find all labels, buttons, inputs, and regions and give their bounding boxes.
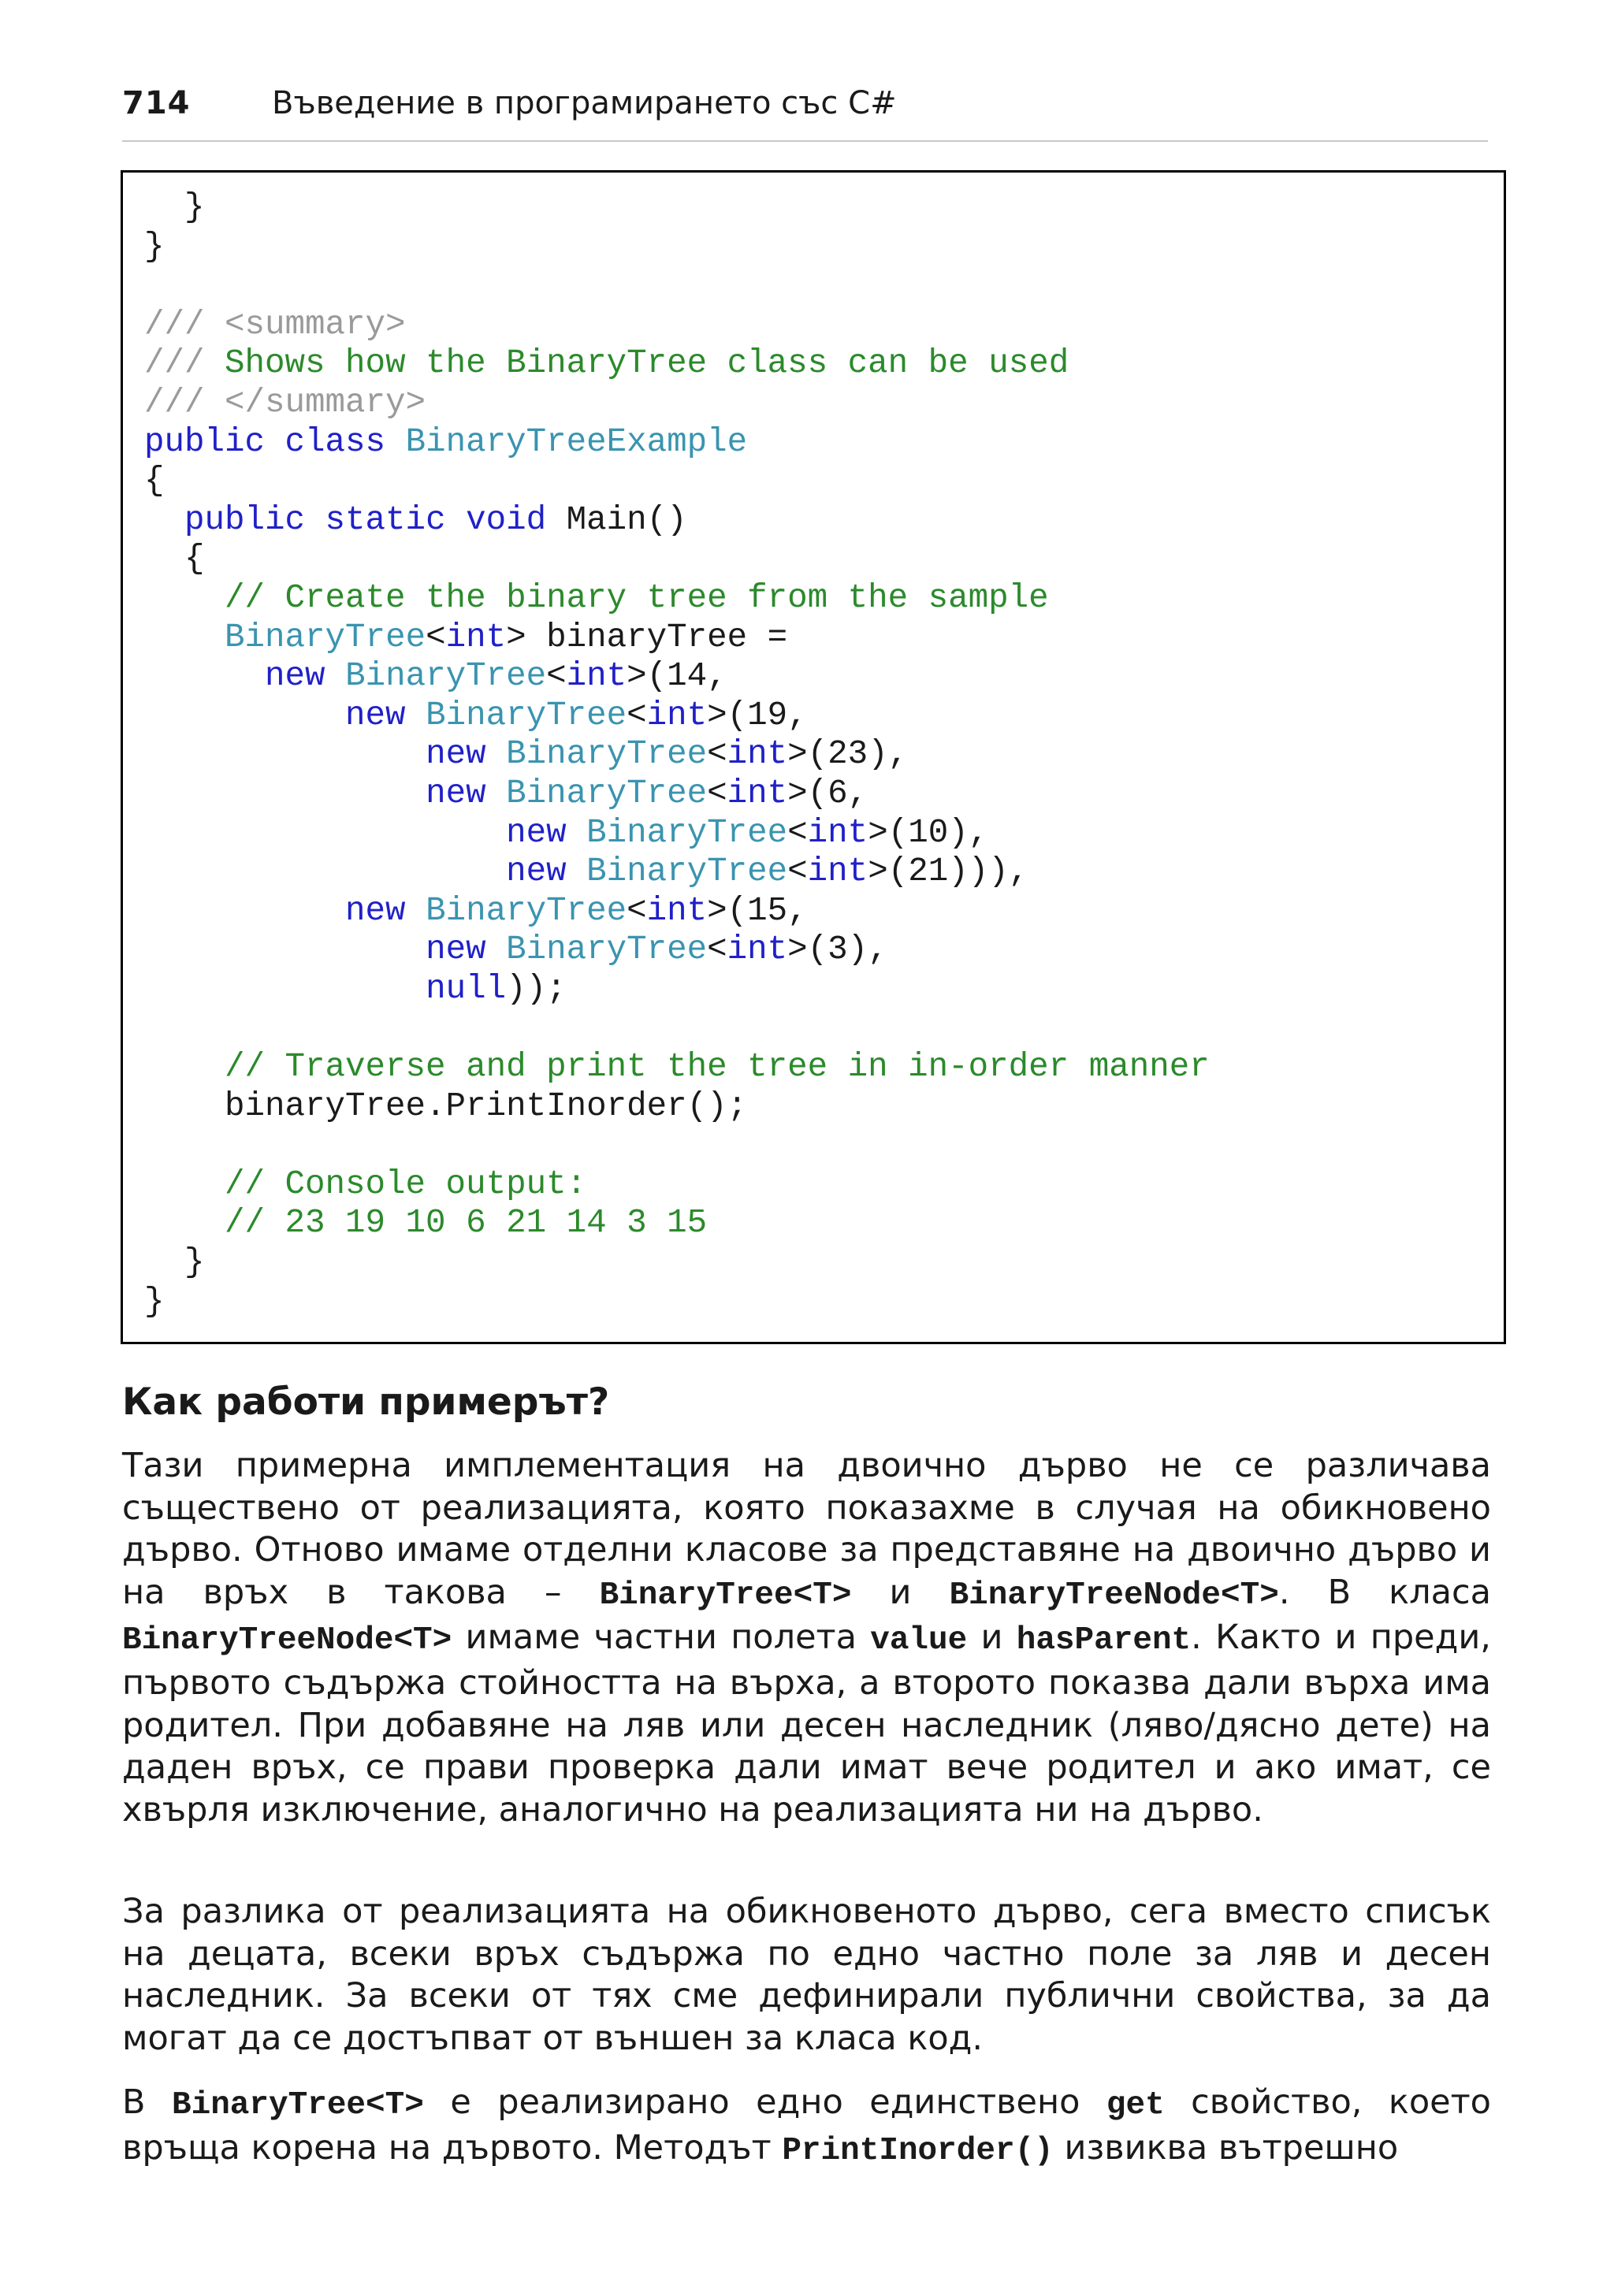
paragraph-text: За разлика от реализацията на обикновеното дърво, сега вместо списък на децата, всеки връх съдържа по едно частно поле за ляв и десен наследник. За всеки от тях сме дефинирали публични свойства, за да могат да се достъпват от външен за класа код. xyxy=(122,1892,1491,2058)
code-line xyxy=(144,892,1210,931)
code-line xyxy=(144,1126,1210,1165)
code-token: < xyxy=(426,618,446,656)
code-line xyxy=(144,775,1210,814)
code-token: >(21))), xyxy=(868,853,1029,891)
code-line xyxy=(144,970,1210,1009)
code-token: < xyxy=(546,657,567,696)
code-line xyxy=(144,501,1210,541)
code-token xyxy=(144,814,506,852)
code-token: int xyxy=(727,735,788,774)
code-token: // Traverse and print the tree in in-order manner xyxy=(144,1048,1210,1087)
code-token xyxy=(144,853,506,890)
code-line xyxy=(144,1243,1210,1283)
paragraph-text: и xyxy=(851,1572,950,1612)
code-token: >(10), xyxy=(868,813,989,852)
code-token: BinaryTree xyxy=(506,735,708,774)
code-line xyxy=(144,228,1210,267)
code-token: /// xyxy=(144,344,225,383)
paragraph-text: извиква вътрешно xyxy=(1053,2127,1399,2168)
code-token xyxy=(144,735,426,773)
code-token: >(23), xyxy=(787,735,909,774)
paragraph-text: свойство, което връща корена на дървото. Методът xyxy=(122,2082,1491,2168)
code-line xyxy=(144,814,1210,853)
code-token: int xyxy=(727,931,788,969)
code-token: Main() xyxy=(566,500,687,539)
code-token: < xyxy=(707,931,727,969)
code-line xyxy=(144,1283,1210,1322)
code-token: < xyxy=(787,813,808,852)
code-token: >(14, xyxy=(627,657,727,696)
code-token: new xyxy=(506,853,587,891)
code-token: BinaryTree xyxy=(586,853,788,891)
code-line xyxy=(144,344,1210,384)
code-token: )); xyxy=(506,969,567,1008)
inline-code: BinaryTreeNode<T> xyxy=(122,1622,452,1659)
paragraph-text: е реализирано едно единствено xyxy=(423,2082,1106,2122)
code-line xyxy=(144,462,1210,501)
code-line xyxy=(144,853,1210,892)
code-token: BinaryTree xyxy=(586,813,788,852)
code-line xyxy=(144,931,1210,970)
code-token: // Console output: xyxy=(144,1165,587,1203)
code-token: BinaryTree xyxy=(426,696,627,734)
code-token: < xyxy=(627,696,647,734)
code-token: binaryTree.PrintInorder(); xyxy=(144,1087,748,1125)
paragraph-text: В xyxy=(122,2082,172,2122)
book-title: Въведение в програмирането със C# xyxy=(272,85,897,121)
inline-code: get xyxy=(1106,2087,1165,2123)
code-token xyxy=(144,931,426,968)
inline-code: BinaryTree<T> xyxy=(599,1577,852,1614)
code-line xyxy=(144,1204,1210,1243)
page-number: 714 xyxy=(122,85,191,121)
code-token: new xyxy=(265,657,346,696)
code-token: new xyxy=(506,813,587,852)
code-token xyxy=(144,501,184,539)
code-token: > binaryTree = xyxy=(506,618,788,656)
code-token: >(3), xyxy=(787,931,888,969)
code-token: /// </summary> xyxy=(144,383,426,422)
code-token: new xyxy=(426,774,507,812)
code-token: BinaryTree xyxy=(426,891,627,930)
code-token: >(15, xyxy=(707,891,808,930)
inline-code: hasParent xyxy=(1016,1622,1192,1659)
code-token: } xyxy=(144,227,165,266)
code-token: } xyxy=(144,1243,205,1282)
code-line xyxy=(144,1048,1210,1087)
code-listing-box xyxy=(121,170,1506,1344)
code-token: BinaryTree xyxy=(506,931,708,969)
code-line xyxy=(144,384,1210,423)
code-token: // Create the binary tree from the sample xyxy=(144,578,1049,617)
code-token: int xyxy=(807,853,868,891)
paragraph-text: имаме частни полета xyxy=(452,1618,871,1658)
paragraph-text: . В класа xyxy=(1278,1572,1491,1612)
inline-code: PrintInorder() xyxy=(782,2132,1054,2169)
code-token: < xyxy=(787,853,808,891)
code-token: int xyxy=(646,696,708,734)
code-token: } xyxy=(144,188,205,226)
code-token: BinaryTree xyxy=(345,657,547,696)
code-listing xyxy=(144,188,1210,1321)
paragraph-text: и xyxy=(967,1618,1017,1658)
inline-code: value xyxy=(870,1622,968,1659)
page-header xyxy=(122,79,1488,142)
code-token: BinaryTree xyxy=(225,618,426,656)
code-token: { xyxy=(144,462,165,500)
paragraph-3 xyxy=(122,2082,1491,2172)
paragraph-text: Тази примерна имплементация на двоично дърво не се различава съществено от реализацията, която показахме в случая на обикновено дърво. Отново имаме отделни класове за представяне на двоично дърво и на връх в такова – xyxy=(122,1446,1491,1612)
code-token: >(6, xyxy=(787,774,868,812)
code-token xyxy=(144,892,345,930)
code-line xyxy=(144,735,1210,775)
code-token: BinaryTree xyxy=(506,774,708,812)
code-token: Shows how the BinaryTree class can be used xyxy=(225,344,1069,383)
code-token: new xyxy=(426,931,507,969)
code-token: BinaryTreeExample xyxy=(405,422,748,461)
code-token: int xyxy=(445,618,507,656)
code-line xyxy=(144,619,1210,658)
code-token: new xyxy=(345,696,426,734)
code-token: { xyxy=(144,540,205,578)
paragraph-text: . Както и преди, първото съдържа стойността на върха, а второто показва дали върха има родител. При добавяне на ляв или десен наследник (ляво/дясно дете) на даден връх, се прави проверка дали имат вече родител и ако имат, се хвърля изключение, аналогично на реализацията ни на дърво. xyxy=(122,1618,1491,1830)
paragraph-1 xyxy=(122,1445,1491,1831)
code-line xyxy=(144,579,1210,619)
code-token xyxy=(144,775,426,812)
code-token xyxy=(144,970,426,1008)
code-token xyxy=(144,657,265,695)
code-line xyxy=(144,1009,1210,1048)
inline-code: BinaryTree<T> xyxy=(171,2087,424,2123)
code-token: public static void xyxy=(184,500,567,539)
code-token: new xyxy=(426,735,507,774)
section-heading: Как работи примерът? xyxy=(122,1380,610,1424)
code-line xyxy=(144,697,1210,736)
code-line xyxy=(144,306,1210,345)
code-token: < xyxy=(707,735,727,774)
code-token: int xyxy=(566,657,627,696)
code-token xyxy=(144,619,225,656)
paragraph-2 xyxy=(122,1891,1491,2060)
code-line xyxy=(144,266,1210,306)
code-line xyxy=(144,657,1210,697)
code-token: int xyxy=(727,774,788,812)
code-token: int xyxy=(646,891,708,930)
code-token xyxy=(144,697,345,734)
code-token: new xyxy=(345,891,426,930)
code-token: < xyxy=(627,891,647,930)
code-line xyxy=(144,423,1210,463)
code-line xyxy=(144,1087,1210,1127)
code-token: /// <summary> xyxy=(144,305,406,344)
code-line xyxy=(144,1165,1210,1205)
code-token: // 23 19 10 6 21 14 3 15 xyxy=(144,1204,708,1243)
code-token: >(19, xyxy=(707,696,808,734)
code-line xyxy=(144,540,1210,579)
code-line xyxy=(144,188,1210,228)
code-token: public class xyxy=(144,422,406,461)
code-token: int xyxy=(807,813,868,852)
code-token: } xyxy=(144,1282,165,1321)
code-token: < xyxy=(707,774,727,812)
code-token: null xyxy=(426,969,507,1008)
inline-code: BinaryTreeNode<T> xyxy=(949,1577,1279,1614)
